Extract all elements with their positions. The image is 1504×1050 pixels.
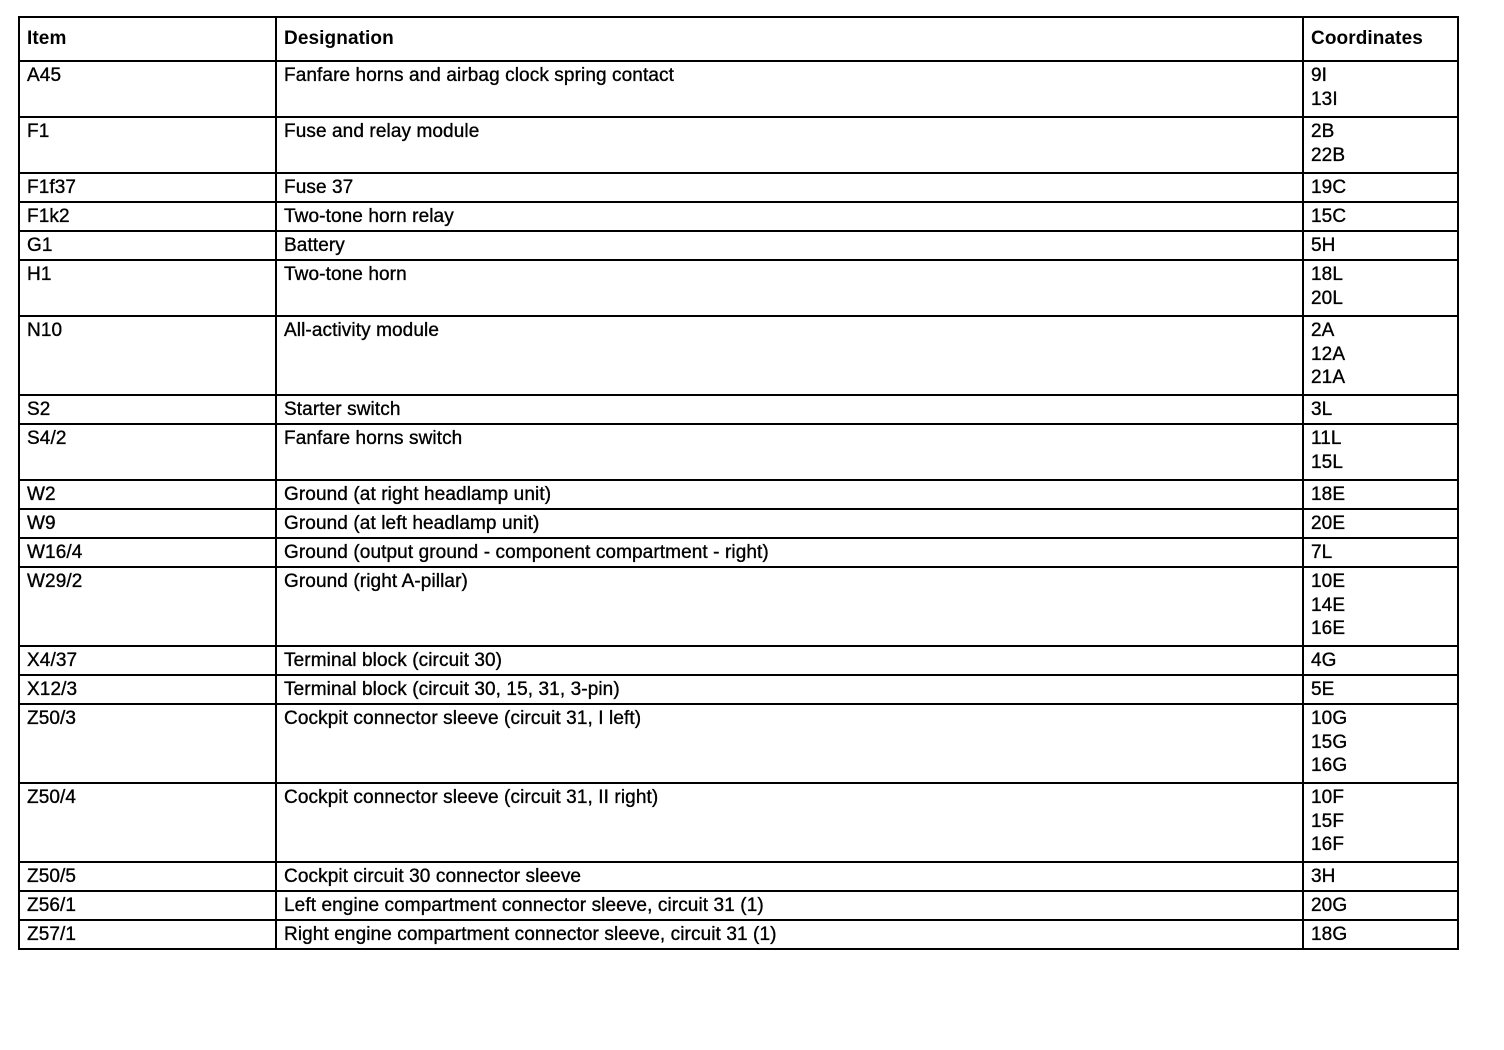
table-row: [19, 862, 1458, 891]
table-row: [19, 316, 1458, 395]
header-row: [19, 17, 1458, 61]
designation-cell: Two-tone horn relay: [276, 202, 1303, 231]
coordinate-value: 18L: [1311, 264, 1344, 285]
coordinate-value: 16F: [1311, 834, 1345, 855]
item-cell: A45: [19, 61, 276, 117]
coordinate-value: 18E: [1311, 484, 1346, 505]
table-row: [19, 646, 1458, 675]
coordinates-cell: [1303, 202, 1458, 231]
coordinate-value: 15C: [1311, 206, 1347, 227]
item-cell: H1: [19, 260, 276, 316]
coordinate-value: 12A: [1311, 344, 1346, 365]
coordinates-cell: [1303, 395, 1458, 424]
designation-cell: Ground (at right headlamp unit): [276, 480, 1303, 509]
designation-cell: Ground (at left headlamp unit): [276, 509, 1303, 538]
designation-cell: Cockpit connector sleeve (circuit 31, II right): [276, 783, 1303, 862]
coordinates-cell: [1303, 231, 1458, 260]
item-cell: F1: [19, 117, 276, 173]
designation-cell: Battery: [276, 231, 1303, 260]
coordinate-value: 11L: [1311, 428, 1342, 449]
coordinates-cell: [1303, 567, 1458, 646]
coordinate-value: 10E: [1311, 571, 1346, 592]
coordinates-cell: [1303, 424, 1458, 480]
table-row: [19, 675, 1458, 704]
coordinates-cell: [1303, 783, 1458, 862]
item-cell: W9: [19, 509, 276, 538]
coordinates-cell: [1303, 646, 1458, 675]
coordinate-value: 15F: [1311, 811, 1345, 832]
designation-cell: Terminal block (circuit 30, 15, 31, 3-pin): [276, 675, 1303, 704]
coordinate-value: 20G: [1311, 895, 1348, 916]
coordinate-value: 3H: [1311, 866, 1336, 887]
coordinate-value: 15G: [1311, 732, 1348, 753]
item-cell: S2: [19, 395, 276, 424]
designation-cell: Ground (output ground - component compartment - right): [276, 538, 1303, 567]
designation-cell: Cockpit circuit 30 connector sleeve: [276, 862, 1303, 891]
coordinate-value: 2B: [1311, 121, 1335, 142]
table-row: [19, 260, 1458, 316]
table-row: [19, 509, 1458, 538]
coordinates-cell: [1303, 480, 1458, 509]
coordinates-cell: [1303, 675, 1458, 704]
designation-cell: Fanfare horns switch: [276, 424, 1303, 480]
coordinate-value: 16E: [1311, 618, 1346, 639]
coordinate-value: 3L: [1311, 399, 1333, 420]
header-designation: Designation: [276, 17, 1303, 61]
item-cell: X4/37: [19, 646, 276, 675]
designation-cell: Two-tone horn: [276, 260, 1303, 316]
table-row: [19, 173, 1458, 202]
table-row: [19, 395, 1458, 424]
item-cell: F1k2: [19, 202, 276, 231]
designation-cell: Terminal block (circuit 30): [276, 646, 1303, 675]
coordinates-cell: [1303, 173, 1458, 202]
item-cell: Z56/1: [19, 891, 276, 920]
item-cell: W2: [19, 480, 276, 509]
designation-cell: Right engine compartment connector sleeve, circuit 31 (1): [276, 920, 1303, 949]
coordinate-value: 20E: [1311, 513, 1346, 534]
coordinate-value: 5H: [1311, 235, 1336, 256]
table-row: [19, 480, 1458, 509]
coordinates-cell: [1303, 920, 1458, 949]
coordinate-value: 21A: [1311, 367, 1346, 388]
designation-cell: Fuse and relay module: [276, 117, 1303, 173]
table-row: [19, 231, 1458, 260]
item-cell: N10: [19, 316, 276, 395]
coordinates-cell: [1303, 509, 1458, 538]
coordinate-value: 4G: [1311, 650, 1337, 671]
item-cell: G1: [19, 231, 276, 260]
header-coordinates: Coordinates: [1303, 17, 1458, 61]
table-row: [19, 891, 1458, 920]
coordinate-value: 5E: [1311, 679, 1335, 700]
table-row: [19, 202, 1458, 231]
coordinates-cell: [1303, 61, 1458, 117]
designation-cell: Starter switch: [276, 395, 1303, 424]
coordinates-cell: [1303, 260, 1458, 316]
coordinates-cell: [1303, 862, 1458, 891]
table-row: [19, 567, 1458, 646]
coordinate-value: 22B: [1311, 145, 1346, 166]
table-row: [19, 920, 1458, 949]
item-cell: Z50/4: [19, 783, 276, 862]
item-cell: Z50/3: [19, 704, 276, 783]
item-cell: W16/4: [19, 538, 276, 567]
item-cell: Z57/1: [19, 920, 276, 949]
designation-cell: Cockpit connector sleeve (circuit 31, I left): [276, 704, 1303, 783]
table-row: [19, 61, 1458, 117]
coordinate-value: 2A: [1311, 320, 1335, 341]
coordinate-value: 10G: [1311, 708, 1348, 729]
coordinates-cell: [1303, 316, 1458, 395]
designation-cell: All-activity module: [276, 316, 1303, 395]
table-row: [19, 117, 1458, 173]
table-row: [19, 424, 1458, 480]
item-cell: W29/2: [19, 567, 276, 646]
table-row: [19, 783, 1458, 862]
table-body: [19, 61, 1458, 949]
coordinates-cell: [1303, 891, 1458, 920]
coordinate-value: 13I: [1311, 89, 1338, 110]
designation-cell: Fanfare horns and airbag clock spring contact: [276, 61, 1303, 117]
designation-cell: Left engine compartment connector sleeve, circuit 31 (1): [276, 891, 1303, 920]
coordinate-value: 14E: [1311, 595, 1346, 616]
item-cell: S4/2: [19, 424, 276, 480]
coordinate-value: 20L: [1311, 288, 1344, 309]
coordinate-value: 18G: [1311, 924, 1348, 945]
item-cell: F1f37: [19, 173, 276, 202]
table-header: [19, 17, 1458, 61]
designation-cell: Fuse 37: [276, 173, 1303, 202]
coordinates-cell: [1303, 704, 1458, 783]
coordinates-cell: [1303, 538, 1458, 567]
component-legend-table: [18, 16, 1459, 950]
coordinates-cell: [1303, 117, 1458, 173]
coordinate-value: 16G: [1311, 755, 1348, 776]
designation-cell: Ground (right A-pillar): [276, 567, 1303, 646]
coordinate-value: 9I: [1311, 65, 1328, 86]
item-cell: X12/3: [19, 675, 276, 704]
coordinate-value: 7L: [1311, 542, 1333, 563]
coordinate-value: 10F: [1311, 787, 1345, 808]
coordinate-value: 15L: [1311, 452, 1344, 473]
coordinate-value: 19C: [1311, 177, 1347, 198]
item-cell: Z50/5: [19, 862, 276, 891]
table-row: [19, 704, 1458, 783]
header-item: Item: [19, 17, 276, 61]
table-row: [19, 538, 1458, 567]
